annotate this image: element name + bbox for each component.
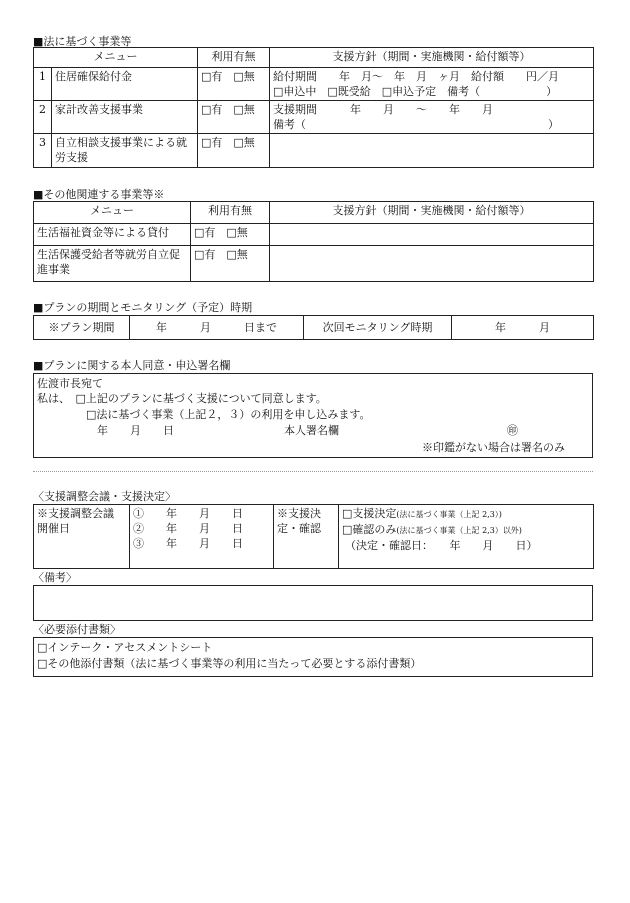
- consent-line-1[interactable]: 私は、 □上記のプランに基づく支援について同意します。: [37, 392, 327, 405]
- meeting-label: 開催日: [37, 522, 70, 535]
- use-checkbox[interactable]: □有 □無: [198, 134, 270, 168]
- consent-date[interactable]: 年 月 日: [97, 424, 174, 437]
- plan-period-table: [33, 315, 594, 340]
- row-number: 2: [34, 101, 52, 134]
- col-header-policy: 支援方針（期間・実施機関・給付額等）: [270, 202, 594, 224]
- table-row: [34, 224, 594, 246]
- seal-mark: ㊞: [507, 424, 518, 437]
- table-row: [34, 101, 594, 134]
- meeting-date-2[interactable]: ② 年 月 日: [133, 522, 243, 535]
- row-name: 生活福祉資金等による貸付: [34, 224, 191, 246]
- remarks-box[interactable]: [33, 585, 593, 621]
- section-heading-plan-period: ■プランの期間とモニタリング（予定）時期: [33, 301, 253, 314]
- col-header-use: 利用有無: [191, 202, 270, 224]
- plan-period-label: ※プラン期間: [34, 316, 130, 340]
- row-number: 3: [34, 134, 52, 168]
- table-row: [34, 134, 594, 168]
- attachment-item-1[interactable]: □インテーク・アセスメントシート: [37, 641, 213, 654]
- section-heading-attachments: 〈必要添付書類〉: [33, 623, 121, 636]
- section-heading-meeting: 〈支援調整会議・支援決定〉: [33, 490, 176, 503]
- policy-cell[interactable]: [270, 224, 594, 246]
- meeting-label: ※支援調整会議: [37, 507, 114, 520]
- divider: [33, 471, 593, 472]
- row-number: 1: [34, 68, 52, 101]
- meeting-table: [33, 504, 594, 569]
- decision-label: ※支援決: [277, 507, 321, 520]
- legal-programs-table: [33, 47, 594, 168]
- monitoring-label: 次回モニタリング時期: [304, 316, 452, 340]
- policy-line[interactable]: 備考（ ）: [273, 118, 559, 131]
- col-header-menu: メニュー: [34, 48, 198, 68]
- monitoring-value[interactable]: 年 月: [452, 316, 594, 340]
- row-name: 家計改善支援事業: [52, 101, 198, 134]
- consent-line-2[interactable]: □法に基づく事業（上記２，３）の利用を申し込みます。: [86, 408, 371, 421]
- use-checkbox[interactable]: □有 □無: [191, 224, 270, 246]
- row-name: 生活保護受給者等就労自立促進事業: [34, 246, 191, 282]
- addressee: 佐渡市長宛て: [37, 377, 103, 390]
- use-checkbox[interactable]: □有 □無: [198, 68, 270, 101]
- row-name: 住居確保給付金: [52, 68, 198, 101]
- decision-date[interactable]: （決定・確認日： 年 月 日）: [345, 539, 538, 552]
- table-row: [34, 246, 594, 282]
- meeting-date-3[interactable]: ③ 年 月 日: [133, 537, 243, 550]
- policy-line[interactable]: □申込中 □既受給 □申込予定 備考（ ）: [273, 85, 558, 98]
- col-header-use: 利用有無: [198, 48, 270, 68]
- consent-box: [33, 373, 593, 458]
- policy-line[interactable]: 給付期間 年 月〜 年 月 ヶ月 給付額 円／月: [273, 70, 559, 83]
- decision-note: (法に基づく事業（上記 2,3）): [396, 510, 502, 519]
- section-heading-remarks: 〈備考〉: [33, 571, 77, 584]
- policy-cell[interactable]: [270, 134, 594, 168]
- section-heading-consent: ■プランに関する本人同意・申込署名欄: [33, 359, 231, 372]
- signature-label: 本人署名欄: [284, 424, 339, 437]
- decision-label: 定・確認: [277, 522, 321, 535]
- confirm-note: (法に基づく事業（上記 2,3）以外): [396, 526, 522, 535]
- seal-note: ※印鑑がない場合は署名のみ: [422, 441, 565, 454]
- section-heading-related-programs: ■その他関連する事業等※: [33, 188, 165, 201]
- policy-line[interactable]: 支援期間 年 月 〜 年 月: [273, 103, 493, 116]
- use-checkbox[interactable]: □有 □無: [198, 101, 270, 134]
- col-header-menu: メニュー: [34, 202, 191, 224]
- use-checkbox[interactable]: □有 □無: [191, 246, 270, 282]
- attachments-box: [33, 637, 593, 677]
- row-name: 自立相談支援事業による就労支援: [52, 134, 198, 168]
- related-programs-table: [33, 201, 594, 282]
- section-heading-legal-programs: ■法に基づく事業等: [33, 35, 132, 48]
- col-header-policy: 支援方針（期間・実施機関・給付額等）: [270, 48, 594, 68]
- plan-period-value[interactable]: 年 月 日まで: [130, 316, 304, 340]
- policy-cell[interactable]: [270, 246, 594, 282]
- attachment-item-2[interactable]: □その他添付書類（法に基づく事業等の利用に当たって必要とする添付書類）: [37, 657, 422, 670]
- meeting-date-1[interactable]: ① 年 月 日: [133, 507, 243, 520]
- decision-checkbox[interactable]: □支援決定: [342, 507, 397, 520]
- table-row: [34, 68, 594, 101]
- confirm-checkbox[interactable]: □確認のみ: [342, 523, 397, 536]
